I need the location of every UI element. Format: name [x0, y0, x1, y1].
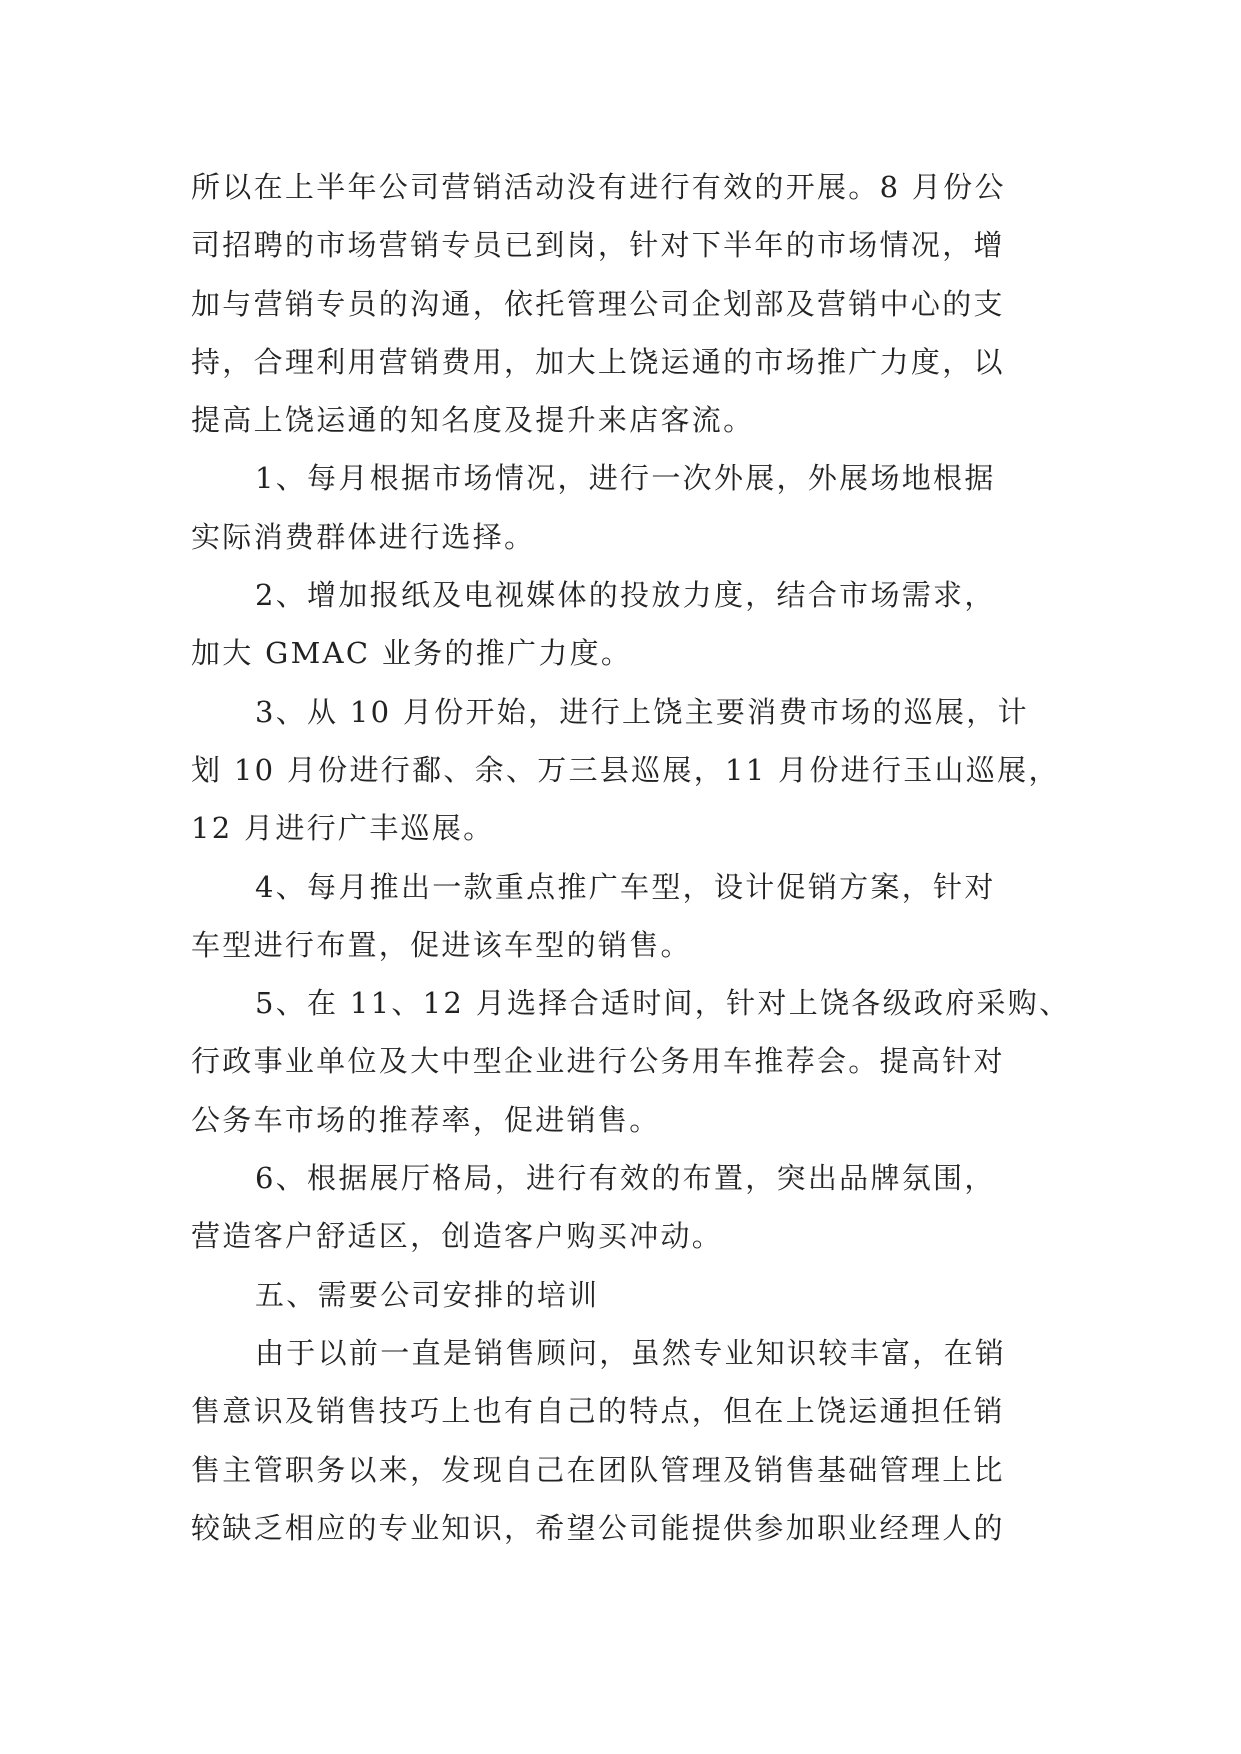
text-line: 2、增加报纸及电视媒体的投放力度，结合市场需求，: [255, 578, 996, 613]
document-body: [191, 158, 1071, 1557]
text-line: 4、每月推出一款重点推广车型，设计促销方案，针对: [255, 869, 996, 904]
text-line: 司招聘的市场营销专员已到岗，针对下半年的市场情况，增: [191, 228, 1005, 263]
text-line: 所以在上半年公司营销活动没有进行有效的开展。8 月份公: [191, 170, 1006, 204]
text-line: 持，合理利用营销费用，加大上饶运通的市场推广力度，以: [191, 344, 1005, 379]
text-line: 公务车市场的推荐率，促进销售。: [191, 1102, 661, 1137]
text-line: 6、根据展厅格局，进行有效的布置，突出品牌氛围，: [255, 1161, 996, 1196]
text-line: 12 月进行广丰巡展。: [191, 811, 495, 846]
text-line: 3、从 10 月份开始，进行上饶主要消费市场的巡展，计: [255, 694, 1029, 729]
text-line: 提高上饶运通的知名度及提升来店客流。: [191, 403, 755, 438]
text-line: 加大 GMAC 业务的推广力度。: [191, 636, 633, 671]
text-line: 五、需要公司安排的培训: [255, 1277, 600, 1312]
text-line: 5、在 11、12 月选择合适时间，针对上饶各级政府采购、: [255, 986, 1071, 1021]
text-line: 行政事业单位及大中型企业进行公务用车推荐会。提高针对: [191, 1044, 1005, 1079]
text-line: 售主管职务以来，发现自己在团队管理及销售基础管理上比: [191, 1452, 1005, 1487]
text-line: 由于以前一直是销售顾问，虽然专业知识较丰富，在销: [255, 1335, 1007, 1370]
text-line: 1、每月根据市场情况，进行一次外展，外展场地根据: [255, 461, 996, 496]
text-line: 加与营销专员的沟通，依托管理公司企划部及营销中心的支: [191, 286, 1005, 321]
text-line: 车型进行布置，促进该车型的销售。: [191, 927, 692, 962]
text-line: 较缺乏相应的专业知识，希望公司能提供参加职业经理人的: [191, 1510, 1005, 1545]
text-line: 实际消费群体进行选择。: [191, 519, 536, 554]
text-line: 营造客户舒适区，创造客户购买冲动。: [191, 1219, 724, 1254]
text-line: 划 10 月份进行鄱、余、万三县巡展，11 月份进行玉山巡展，: [191, 752, 1060, 787]
text-line: 售意识及销售技巧上也有自己的特点，但在上饶运通担任销: [191, 1394, 1005, 1429]
